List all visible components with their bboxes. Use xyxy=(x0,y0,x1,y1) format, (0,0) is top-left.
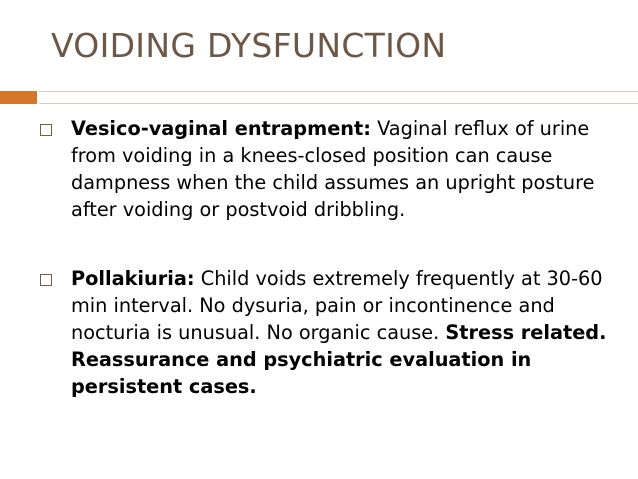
bullet-text: Child voids extremely frequently at 30-60 min interval. No dysuria, pain or incontinence and nocturia is unusual. No organic cause. xyxy=(71,267,609,344)
title-divider xyxy=(39,91,638,104)
bullet-paragraph xyxy=(71,265,614,400)
bullet-paragraph xyxy=(71,115,611,223)
title-accent-bar xyxy=(0,91,37,104)
bullet-text: Vaginal reflux of urine from voiding in a knees-closed position can cause dampness when the child assumes an upright posture after voiding or postvoid dribbling. xyxy=(71,117,601,221)
bullet-label: Pollakiuria: xyxy=(71,267,195,290)
bullet-label: Vesico-vaginal entrapment: xyxy=(71,117,371,140)
slide-title: VOIDING DYSFUNCTION xyxy=(51,26,447,65)
checkbox-bullet-icon xyxy=(40,274,52,286)
bullet-emphasis: Stress related. Reassurance and psychiatric evaluation in persistent cases. xyxy=(71,321,614,398)
checkbox-bullet-icon xyxy=(40,124,52,136)
